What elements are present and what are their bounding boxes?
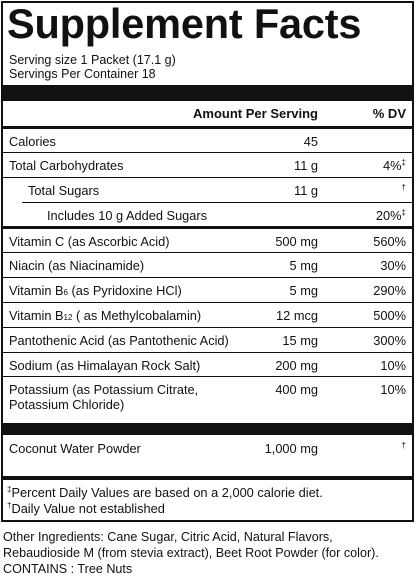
row-dv: 300% (373, 333, 406, 348)
row-amount: 15 mg (282, 333, 318, 348)
table-row (3, 353, 412, 377)
serving-size: Serving size 1 Packet (17.1 g) (9, 53, 176, 67)
row-dv: 290% (373, 283, 406, 298)
thick-divider-middle (3, 423, 412, 435)
divider-above-footnotes (3, 476, 412, 480)
row-dv: 10% (380, 358, 406, 373)
panel-title: Supplement Facts (7, 0, 362, 47)
header-dv: % DV (372, 106, 406, 121)
row-amount: 5 mg (289, 283, 318, 298)
row-amount: 200 mg (275, 358, 318, 373)
allergen-contains: CONTAINS : Tree Nuts (3, 562, 133, 576)
row-name: Coconut Water Powder (9, 441, 141, 456)
row-name: Includes 10 g Added Sugars (47, 208, 208, 223)
table-row-coconut (3, 437, 412, 461)
table-row (3, 303, 412, 328)
table-row (22, 178, 412, 203)
table-row (3, 153, 412, 178)
row-dv: † (401, 183, 406, 192)
supplement-facts-panel (1, 1, 414, 522)
row-name: Potassium (as Potassium Citrate, (9, 382, 199, 397)
table-row (3, 377, 412, 418)
row-name: Calories (9, 134, 56, 149)
header-amount: Amount Per Serving (193, 106, 318, 121)
table-row (3, 203, 412, 229)
nutrient-table (3, 129, 412, 418)
row-name: Total Sugars (28, 183, 100, 198)
other-ingredients-line1: Other Ingredients: Cane Sugar, Citric Acid, Natural Flavors, (3, 530, 333, 544)
row-amount: 400 mg (275, 382, 318, 397)
table-row (3, 129, 412, 153)
row-dv: 500% (373, 308, 406, 323)
other-ingredients-line2: Rebaudioside M (from stevia extract), Beet Root Powder (for color). (3, 546, 379, 560)
row-amount: 500 mg (275, 234, 318, 249)
table-row (3, 328, 412, 353)
row-dv: 10% (380, 382, 406, 397)
row-name: Pantothenic Acid (as Pantothenic Acid) (9, 333, 229, 348)
row-name: Vitamin B6 (as Pyridoxine HCl) (9, 283, 182, 298)
row-amount: 5 mg (289, 258, 318, 273)
row-name: Sodium (as Himalayan Rock Salt) (9, 358, 201, 373)
row-dv: † (401, 441, 406, 450)
row-name: Vitamin C (as Ascorbic Acid) (9, 234, 170, 249)
row-dv: 30% (380, 258, 406, 273)
row-dv: 4%‡ (383, 158, 406, 173)
row-amount: 45 (303, 134, 318, 149)
table-row (3, 253, 412, 278)
table-row (3, 278, 412, 303)
row-amount: 1,000 mg (264, 441, 318, 456)
row-amount: 11 g (294, 158, 318, 173)
row-name: Total Carbohydrates (9, 158, 124, 173)
row-amount: 11 g (294, 183, 318, 198)
row-name-line2: Potassium Chloride) (9, 397, 125, 412)
row-amount: 12 mcg (276, 308, 318, 323)
row-name: Vitamin B12 ( as Methylcobalamin) (9, 308, 202, 323)
table-row (3, 229, 412, 253)
row-dv: 560% (373, 234, 406, 249)
row-name: Niacin (as Niacinamide) (9, 258, 145, 273)
footnote-percent-dv: ‡Percent Daily Values are based on a 2,000 calorie diet. (7, 485, 323, 500)
thick-divider-top (3, 85, 412, 101)
footnote-dv-not-established: †Daily Value not established (7, 501, 165, 516)
servings-per-container: Servings Per Container 18 (9, 67, 156, 81)
row-dv: 20%‡ (375, 208, 406, 223)
